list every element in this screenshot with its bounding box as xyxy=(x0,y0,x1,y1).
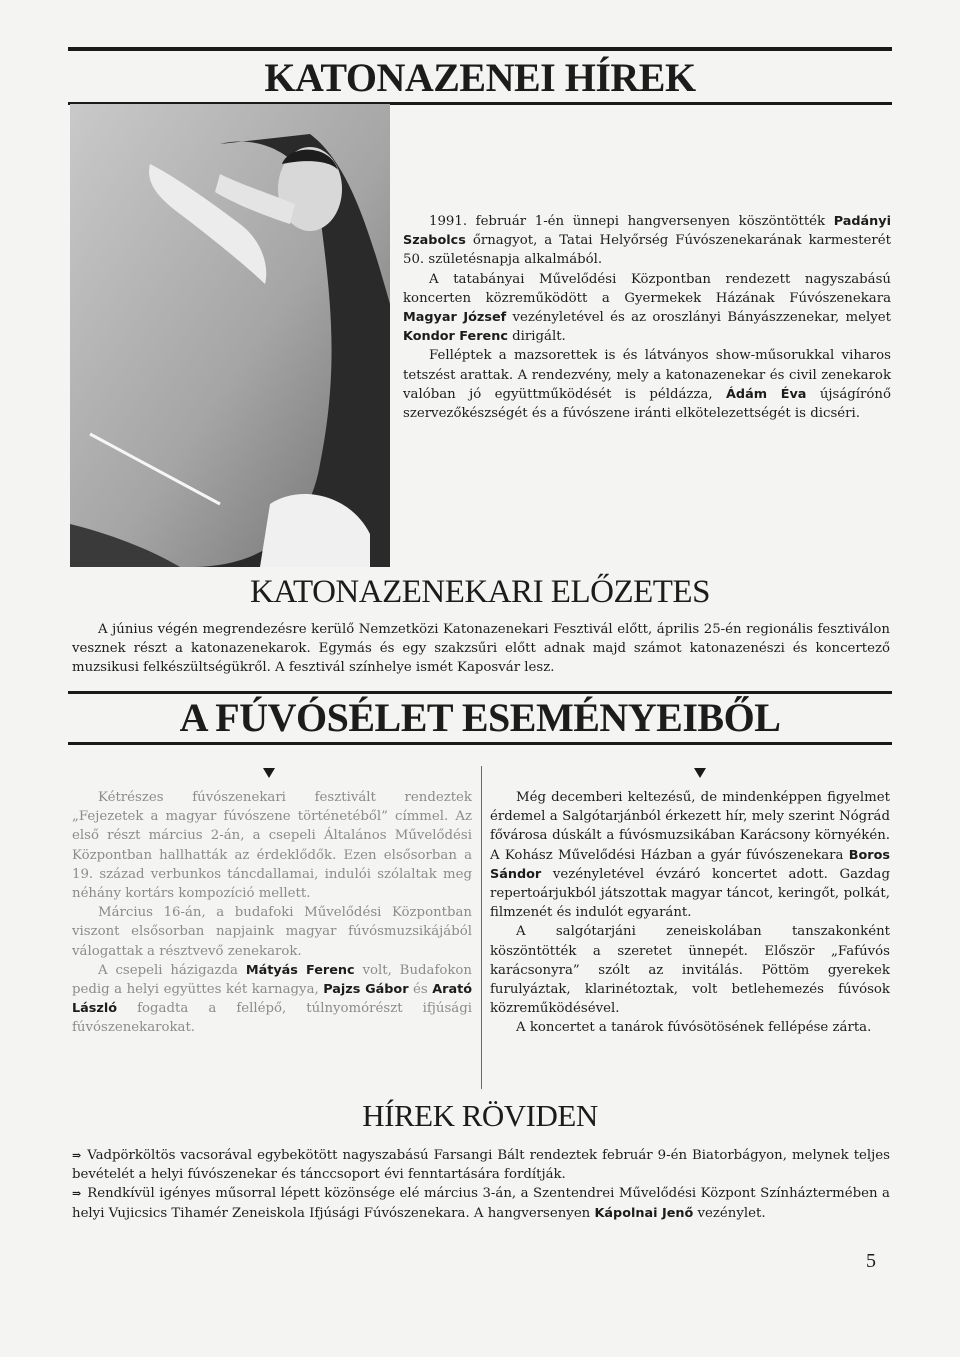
conductor-photo-icon xyxy=(70,104,390,567)
events-left-p3-text-mid: volt, Budafokon pedig a helyi együttes két karnagya, xyxy=(72,962,472,998)
main-title: KATONAZENEI HÍREK xyxy=(264,55,696,100)
news-list xyxy=(72,1146,890,1223)
news-item-1 xyxy=(72,1146,890,1184)
arrow-bullet-icon: ⇒ xyxy=(72,1149,82,1162)
intro-p3-name: Ádám Éva xyxy=(726,386,807,402)
intro-p2-name-1: Magyar József xyxy=(403,310,507,326)
top-rule xyxy=(68,47,892,51)
intro-p1-text: 1991. február 1-én ünnepi hangversenyen köszöntötték xyxy=(429,214,834,229)
events-left-paragraph-2: Március 16-án, a budafoki Művelődési Központban viszont elsősorban napjaink magyar fúvósmuzsikájából válogattak a résztvevő zenekarok. xyxy=(72,905,472,959)
news-item-2-name: Kápolnai Jenő xyxy=(594,1205,694,1221)
events-left-p3-name-3: Arató László xyxy=(72,982,473,1017)
events-right-paragraph-2: A salgótarjáni zeneiskolában tanszakonként köszöntötték a szeretet ünnepét. Először „Fafúvós karácsonyra” szólt az invitálás. Pöttöm gyerekek furulyáztak, klarinétoztak, volt betlehemezés fúvósok közreműködésével. xyxy=(490,924,890,1017)
intro-paragraph-3 xyxy=(403,346,891,423)
column-divider xyxy=(481,766,482,1089)
intro-p3-text-end: újságírónő szervezőkészségét és a fúvószene iránti elkötelezettségét is dicséri. xyxy=(403,386,891,422)
events-left-p3-name-2: Pajzs Gábor xyxy=(323,982,409,998)
events-left-p3-name-1: Mátyás Ferenc xyxy=(245,962,355,978)
intro-p2-name-2: Kondor Ferenc xyxy=(403,329,508,345)
events-left-p3-text: A csepeli házigazda xyxy=(98,962,246,978)
preview-title: KATONAZENEKARI ELŐZETES xyxy=(250,574,710,610)
events-right-p1-name: Boros Sándor xyxy=(490,847,890,882)
page-number: 5 xyxy=(866,1250,876,1272)
arrow-bullet-icon: ⇒ xyxy=(72,1187,82,1201)
events-right-p1-text: Még decemberi keltezésű, de mindenképpen figyelmet érdemel a Salgótarjánból érkezett hír, mely szerint Nógrád fővárosa dúskált a fúvósmuzsikában Karácsony környékén. A Kohász Művelődési Házban a gyár fúvószenekara xyxy=(490,790,890,863)
events-left-paragraph-3 xyxy=(72,961,472,1038)
intro-article xyxy=(403,212,891,423)
events-left-column xyxy=(72,788,472,1038)
events-left-p3-and: és xyxy=(408,982,433,998)
events-left-paragraph-1: Kétrészes fúvószenekari fesztivált rendeztek „Fejezetek a magyar fúvószene történetéből” címmel. Az első részt március 2-án, a csepeli Általános Művelődési Központban hallhatták az érdeklődők. Ezen elsősorban a 19. század verbunkos táncdallamai, indulói szólaltak meg néhány kortárs kompozíció mellett. xyxy=(72,790,472,902)
right-column-arrow-icon xyxy=(694,768,706,778)
left-column-arrow-icon xyxy=(263,768,275,778)
conductor-photo xyxy=(70,104,390,567)
events-right-p1-text-end: vezényletével évzáró koncertet adott. Gazdag repertoárjukból játszottak magyar táncot, keringőt, polkát, filmzenét és indulót egyaránt. xyxy=(490,866,890,921)
news-item-2-text: Rendkívül igényes műsorral lépett közönsége elé március 3-án, a Szentendrei Művelődési Központ Színháztermében a helyi Vujicsics Tihamér Zeneiskola Ifjúsági Fúvószenekara. A hangversenyen xyxy=(72,1186,890,1221)
intro-p2-text-mid: vezényletével és az oroszlányi Bányászzenekar, melyet xyxy=(506,310,892,326)
intro-p2-text: A tatabányai Művelődési Központban rendezett nagyszabású koncerten közreműködött a Gyermekek Házának Fúvószenekara xyxy=(403,271,891,306)
events-title: A FÚVÓSÉLET ESEMÉNYEIBŐL xyxy=(179,695,781,740)
intro-paragraph-1 xyxy=(403,212,891,270)
events-right-paragraph-3: A koncertet a tanárok fúvósötösének fellépése zárta. xyxy=(516,1020,872,1036)
events-title-rule xyxy=(68,742,892,745)
events-right-column xyxy=(490,788,890,1038)
news-title: HÍREK RÖVIDEN xyxy=(362,1098,598,1133)
news-item-1-text: Vadpörköltös vacsorával egybekötött nagyszabású Farsangi Bált rendeztek február 9-én Biatorbágyon, melynek teljes bevételét a helyi fúvószenekar és tánccsoport évi fenntartására fordítják. xyxy=(72,1148,890,1183)
news-item-2-text-end: vezénylet. xyxy=(693,1205,766,1221)
intro-p1-text-end: őrnagyot, a Tatai Helyőrség Fúvószenekarának karmesterét 50. születésnapja alkalmából. xyxy=(403,233,891,268)
news-item-2 xyxy=(72,1184,890,1222)
intro-p2-text-end: dirigált. xyxy=(507,329,566,345)
intro-paragraph-2 xyxy=(403,270,891,347)
intro-p1-name: Padányi Szabolcs xyxy=(403,214,891,249)
preview-text: A június végén megrendezésre kerülő Nemzetközi Katonazenekari Fesztivál előtt, április 25-én regionális fesztiválon vesznek részt a katonazenekarok. Egymás és egy szakzsűri előtt adnak majd számot katonazenészi és koncertező muzsikusi felkészültségükről. A fesztivál színhelye ismét Kaposvár lesz. xyxy=(72,622,890,676)
intro-p3-text: Felléptek a mazsorettek is és látványos show-műsorukkal viharos tetszést arattak. A rendezvény, mely a katonazenekar és civil zenekarok valóban jó együttműködését is példázza, xyxy=(403,348,891,402)
events-right-paragraph-1 xyxy=(490,788,890,922)
events-left-p3-text-end: fogadta a fellépő, túlnyomórészt ifjúsági fúvószenekarokat. xyxy=(72,1001,472,1036)
